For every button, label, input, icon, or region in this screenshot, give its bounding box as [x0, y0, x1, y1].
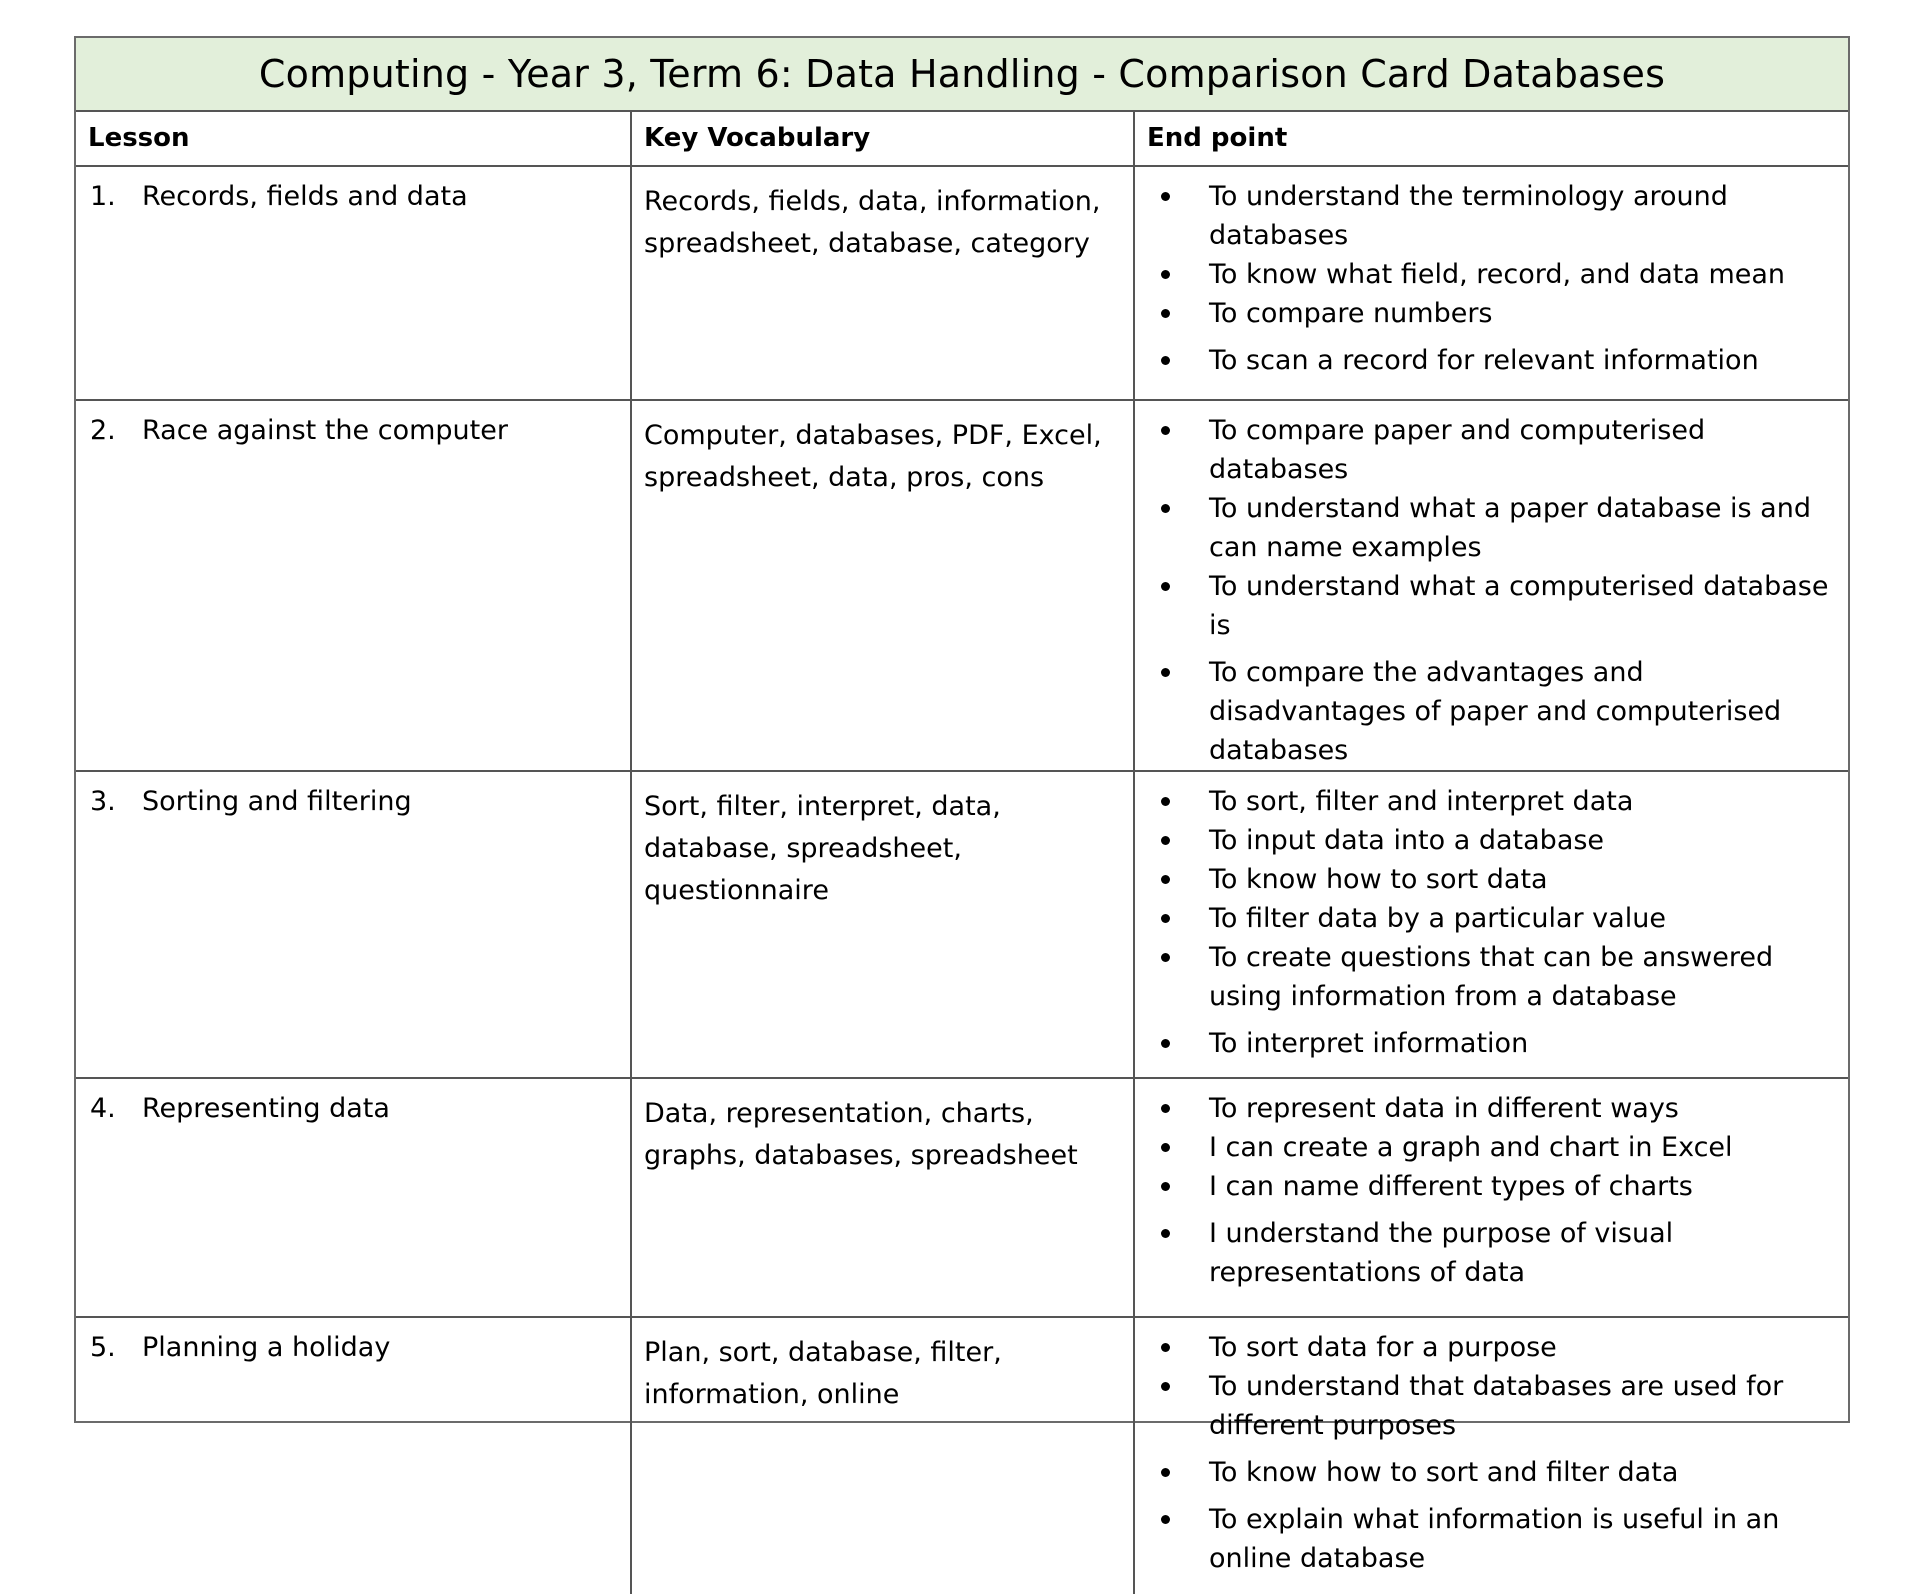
header-lesson: Lesson [76, 111, 631, 166]
lesson-cell [76, 1317, 631, 1594]
vocabulary-cell: Computer, databases, PDF, Excel, spreadsheet, data, pros, cons [631, 400, 1134, 771]
bullet-icon [1161, 1343, 1170, 1352]
end-point-item: To know what field, record, and data mean [1135, 255, 1838, 294]
vocabulary-cell: Sort, filter, interpret, data, database, spreadsheet, questionnaire [631, 771, 1134, 1078]
lesson-title: Records, fields and data [142, 181, 468, 212]
bullet-icon [1161, 1229, 1170, 1238]
vocabulary-cell: Plan, sort, database, filter, information, online [631, 1317, 1134, 1594]
bullet-icon [1161, 953, 1170, 962]
end-point-item: To compare the advantages and disadvantages of paper and computerised databases [1135, 653, 1838, 770]
lesson-cell [76, 400, 631, 771]
end-point-list [1135, 782, 1838, 1063]
header-row [76, 111, 1848, 166]
end-point-item: To interpret information [1135, 1024, 1838, 1063]
vocabulary-cell: Records, fields, data, information, spreadsheet, database, category [631, 166, 1134, 400]
bullet-icon [1161, 1468, 1170, 1477]
end-point-cell [1134, 400, 1848, 771]
end-point-item: To understand the terminology around databases [1135, 177, 1838, 255]
bullet-icon [1161, 309, 1170, 318]
end-point-item: To know how to sort data [1135, 860, 1838, 899]
bullet-icon [1161, 582, 1170, 591]
end-point-item: To sort, filter and interpret data [1135, 782, 1838, 821]
lesson-number: 3. [90, 786, 116, 817]
end-point-list [1135, 1328, 1838, 1578]
end-point-item: To compare paper and computerised databases [1135, 411, 1838, 489]
bullet-icon [1161, 1382, 1170, 1391]
table-row [76, 1078, 1848, 1317]
lesson-cell [76, 1078, 631, 1317]
lesson-title: Planning a holiday [142, 1332, 391, 1363]
end-point-item: I understand the purpose of visual representations of data [1135, 1214, 1838, 1292]
header-key-vocabulary: Key Vocabulary [631, 111, 1134, 166]
end-point-item: To filter data by a particular value [1135, 899, 1838, 938]
end-point-item: To create questions that can be answered using information from a database [1135, 938, 1838, 1016]
end-point-item: To understand what a computerised database is [1135, 567, 1838, 645]
end-point-item: To represent data in different ways [1135, 1089, 1838, 1128]
end-point-list [1135, 1089, 1838, 1292]
end-point-item: To sort data for a purpose [1135, 1328, 1838, 1367]
end-point-cell [1134, 1317, 1848, 1594]
bullet-icon [1161, 1143, 1170, 1152]
end-point-item: To know how to sort and filter data [1135, 1453, 1838, 1492]
lessons-table [76, 111, 1848, 1594]
table-row [76, 771, 1848, 1078]
bullet-icon [1161, 1039, 1170, 1048]
table-row [76, 1317, 1848, 1594]
end-point-item: To input data into a database [1135, 821, 1838, 860]
lesson-number: 5. [90, 1332, 116, 1363]
end-point-cell [1134, 166, 1848, 400]
bullet-icon [1161, 914, 1170, 923]
header-end-point: End point [1134, 111, 1848, 166]
table-row [76, 400, 1848, 771]
bullet-icon [1161, 836, 1170, 845]
lesson-cell [76, 166, 631, 400]
end-point-item: To scan a record for relevant information [1135, 341, 1838, 380]
end-point-item: To explain what information is useful in an online database [1135, 1500, 1838, 1578]
lesson-title: Race against the computer [142, 415, 508, 446]
lesson-cell [76, 771, 631, 1078]
bullet-icon [1161, 192, 1170, 201]
lesson-number: 2. [90, 415, 116, 446]
lesson-title: Representing data [142, 1093, 390, 1124]
end-point-list [1135, 177, 1838, 380]
title-band [76, 38, 1848, 112]
bullet-icon [1161, 797, 1170, 806]
bullet-icon [1161, 504, 1170, 513]
bullet-icon [1161, 426, 1170, 435]
end-point-item: I can create a graph and chart in Excel [1135, 1128, 1838, 1167]
lesson-number: 4. [90, 1093, 116, 1124]
bullet-icon [1161, 1104, 1170, 1113]
lesson-number: 1. [90, 181, 116, 212]
bullet-icon [1161, 875, 1170, 884]
bullet-icon [1161, 270, 1170, 279]
bullet-icon [1161, 1182, 1170, 1191]
end-point-list [1135, 411, 1838, 770]
page-title: Computing - Year 3, Term 6: Data Handling - Comparison Card Databases [258, 52, 1666, 96]
vocabulary-cell: Data, representation, charts, graphs, databases, spreadsheet [631, 1078, 1134, 1317]
bullet-icon [1161, 356, 1170, 365]
bullet-icon [1161, 668, 1170, 677]
end-point-cell [1134, 771, 1848, 1078]
end-point-cell [1134, 1078, 1848, 1317]
table-row [76, 166, 1848, 400]
end-point-item: I can name different types of charts [1135, 1167, 1838, 1206]
lesson-title: Sorting and filtering [142, 786, 412, 817]
bullet-icon [1161, 1515, 1170, 1524]
end-point-item: To compare numbers [1135, 294, 1838, 333]
curriculum-sheet [74, 36, 1850, 1574]
end-point-item: To understand that databases are used for different purposes [1135, 1367, 1838, 1445]
end-point-item: To understand what a paper database is and can name examples [1135, 489, 1838, 567]
